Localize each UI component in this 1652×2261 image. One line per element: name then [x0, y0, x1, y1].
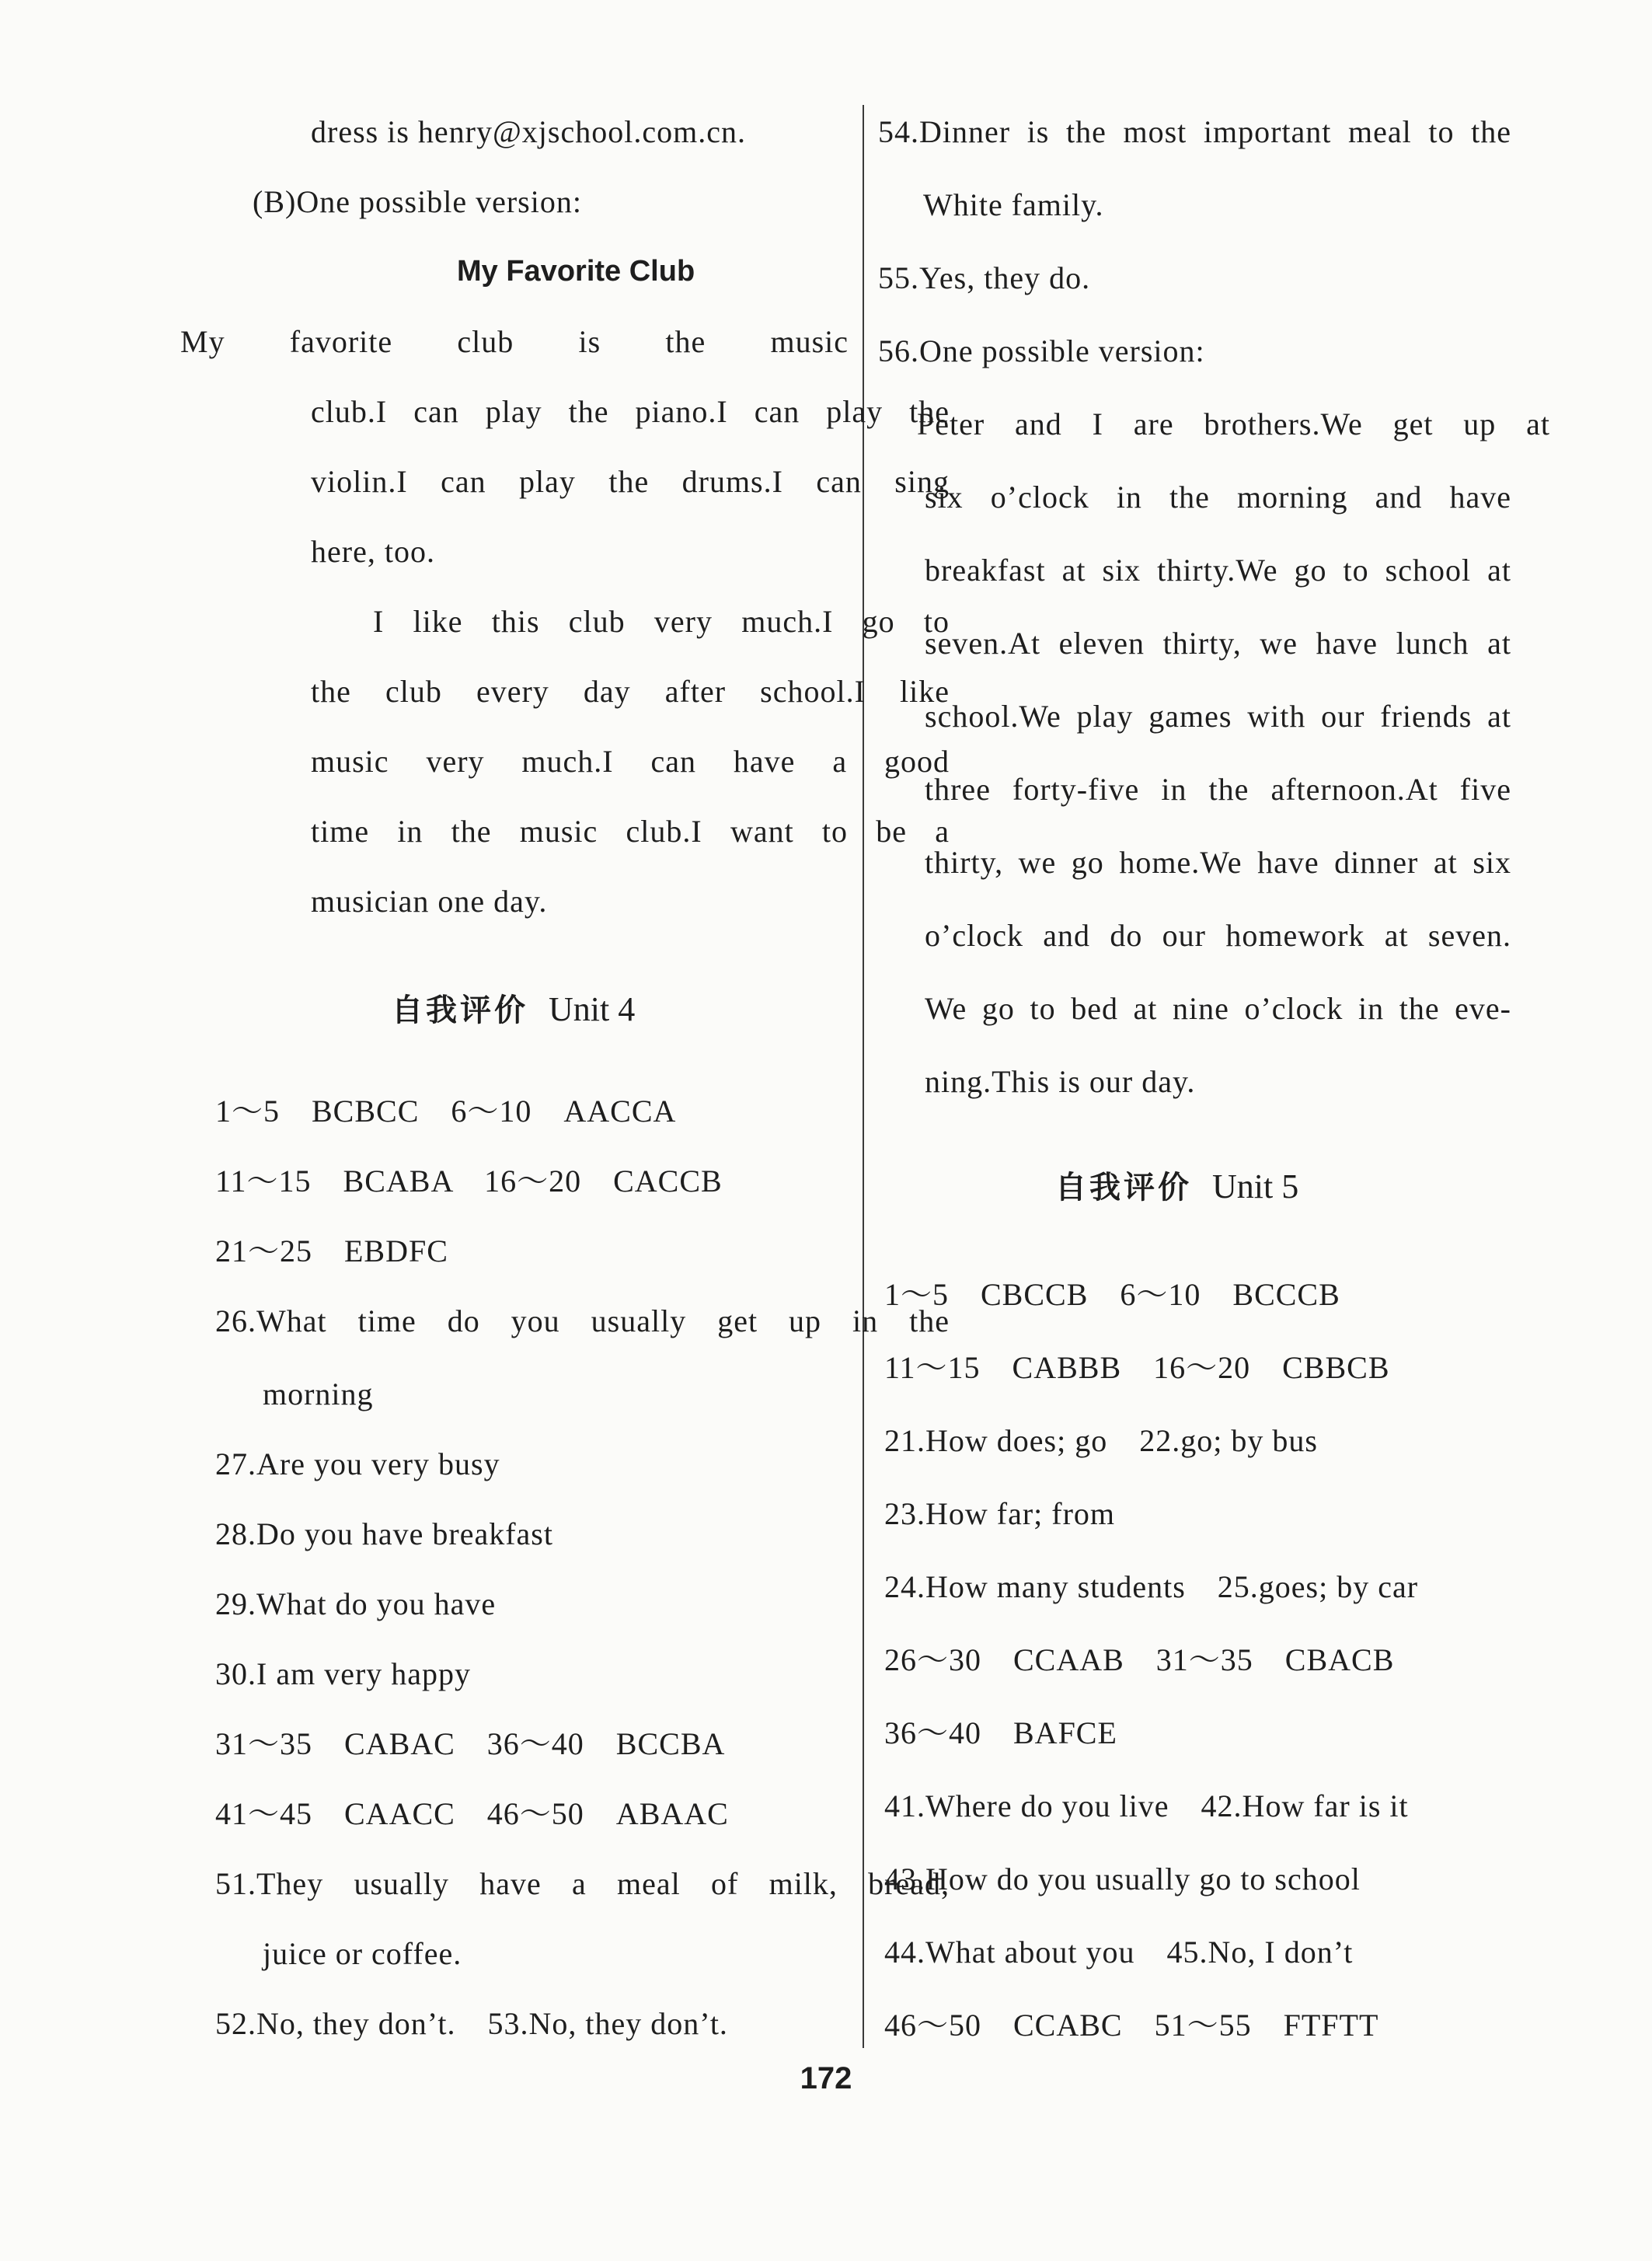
essay-line: club.I can play the piano.I can play the [311, 394, 950, 429]
answer-line: 11～15 CABBB 16～20 CBBCB [884, 1350, 1390, 1385]
essay-line: I like this club very much.I go to [373, 604, 950, 639]
essay-line: musician one day. [311, 884, 548, 919]
essay-title: My Favorite Club [457, 255, 695, 288]
answer-line: 30.I am very happy [215, 1656, 472, 1691]
unit4-heading [392, 986, 635, 1030]
answer-line: 26.What time do you usually get up in the [215, 1303, 950, 1338]
heading-unit: Unit 5 [1212, 1167, 1299, 1206]
answer-line: 24.How many students 25.goes; by car [884, 1569, 1419, 1604]
answer-line: 54.Dinner is the most important meal to the [878, 114, 1511, 149]
answer-line: 21.How does; go 22.go; by bus [884, 1423, 1318, 1458]
answer-line: 27.Are you very busy [215, 1446, 500, 1481]
answer-line: 28.Do you have breakfast [215, 1516, 553, 1551]
answer-line: morning [263, 1376, 374, 1411]
heading-unit: Unit 4 [549, 990, 636, 1028]
answer-line: 11～15 BCABA 16～20 CACCB [215, 1164, 723, 1199]
essay-line: three forty-five in the afternoon.At five [925, 772, 1511, 807]
essay-line: breakfast at six thirty.We go to school at [925, 553, 1511, 588]
answer-line: 23.How far; from [884, 1496, 1116, 1531]
heading-cn: 自我评价 [1055, 1170, 1192, 1206]
essay-line: time in the music club.I want to be a [311, 814, 950, 849]
heading-cn: 自我评价 [392, 993, 528, 1028]
answer-line: 31～35 CABAC 36～40 BCCBA [215, 1726, 726, 1761]
answer-line: 51.They usually have a meal of milk, bread, [215, 1866, 950, 1901]
version-label: (B)One possible version: [253, 184, 582, 219]
essay-line: music very much.I can have a good [311, 744, 950, 779]
essay-line: six o’clock in the morning and have [925, 480, 1511, 515]
answer-line: 1～5 CBCCB 6～10 BCCCB [884, 1277, 1340, 1312]
answer-line: 36～40 BAFCE [884, 1715, 1117, 1750]
answer-line: 43.How do you usually go to school [884, 1861, 1361, 1896]
answer-line: 41～45 CAACC 46～50 ABAAC [215, 1796, 729, 1831]
answer-line: White family. [923, 187, 1104, 222]
essay-line: My favorite club is the music [180, 324, 849, 359]
answer-line: 29.What do you have [215, 1586, 497, 1621]
answer-line: 56.One possible version: [878, 333, 1205, 368]
answer-line: 26～30 CCAAB 31～35 CBACB [884, 1642, 1395, 1677]
answer-line: 46～50 CCABC 51～55 FTFTT [884, 2008, 1379, 2043]
essay-line: o’clock and do our homework at seven. [925, 918, 1511, 953]
essay-line: We go to bed at nine o’clock in the eve- [925, 991, 1511, 1026]
essay-line: seven.At eleven thirty, we have lunch at [925, 626, 1511, 661]
answer-line: 21～25 EBDFC [215, 1233, 448, 1268]
essay-line: ning.This is our day. [925, 1064, 1196, 1099]
essay-line: thirty, we go home.We have dinner at six [925, 845, 1511, 880]
email-line: dress is henry@xjschool.com.cn. [311, 114, 746, 149]
page-number: 172 [800, 2061, 852, 2095]
answer-line: 44.What about you 45.No, I don’t [884, 1935, 1354, 1970]
answer-line: juice or coffee. [263, 1936, 462, 1971]
answer-line: 55.Yes, they do. [878, 260, 1091, 295]
answer-line: 41.Where do you live 42.How far is it [884, 1788, 1409, 1823]
essay-line: school.We play games with our friends at [925, 699, 1511, 734]
answer-line: 52.No, they don’t. 53.No, they don’t. [215, 2006, 728, 2041]
essay-line: violin.I can play the drums.I can sing [311, 464, 950, 499]
essay-line: here, too. [311, 534, 435, 569]
answer-line: 1～5 BCBCC 6～10 AACCA [215, 1094, 677, 1129]
unit5-heading [1055, 1163, 1298, 1207]
essay-line: the club every day after school.I like [311, 674, 950, 709]
essay-line: Peter and I are brothers.We get up at [917, 406, 1550, 441]
